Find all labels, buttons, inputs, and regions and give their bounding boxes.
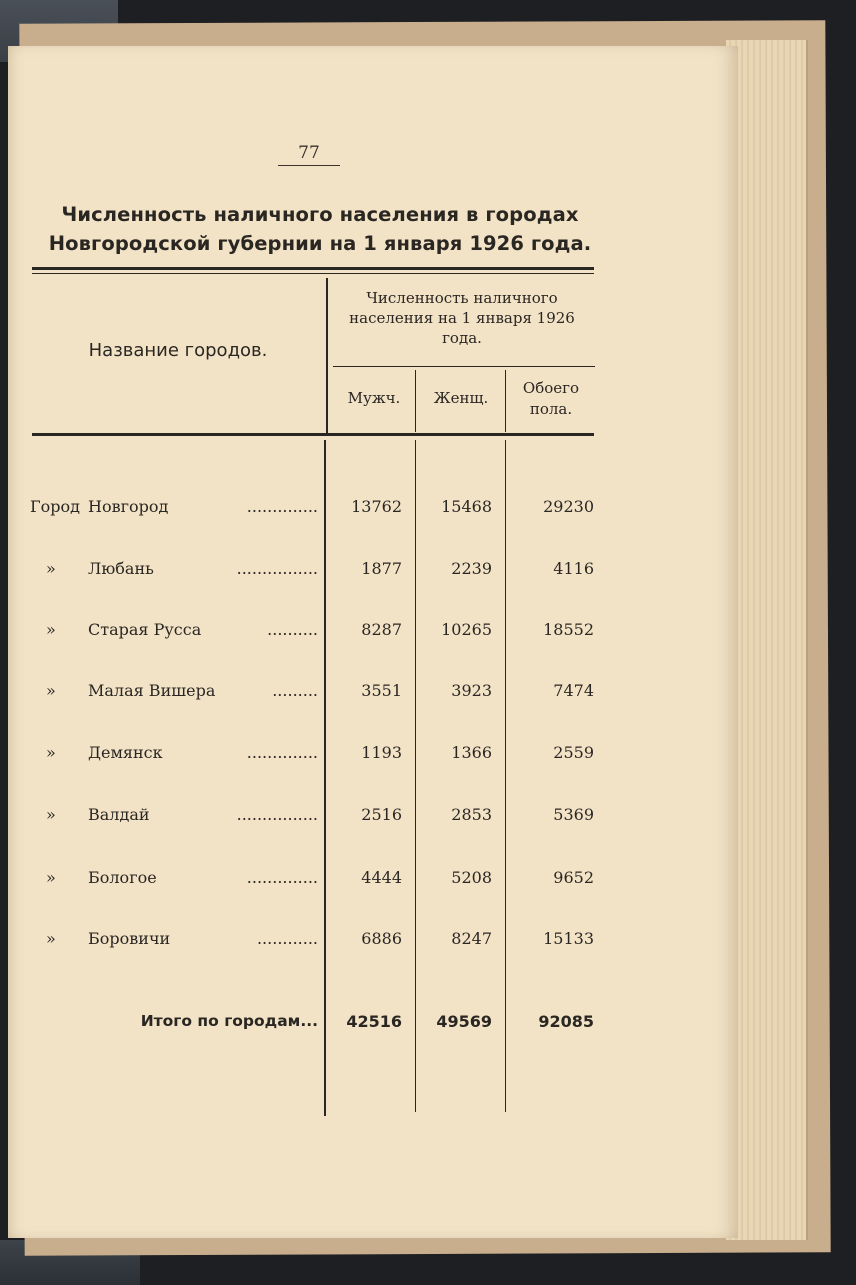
leader-dots: .............. [246,497,318,516]
table-title: Численность наличного населения в городах Новгородской губернии на 1 января 1926 года. [48,203,592,255]
header-population-group: Численность наличного населения на 1 января 1926 года. [349,289,575,347]
row-prefix: Город [30,497,80,516]
female-value: 10265 [441,620,492,639]
table-row [30,805,598,835]
table-row [30,929,598,959]
table-row [30,559,598,589]
male-value: 3551 [361,681,402,700]
header-divider-vertical [326,278,328,436]
header-divider-mf [415,370,416,432]
total-male-value: 42516 [346,1012,402,1031]
header-divider-ft [505,370,506,432]
female-value: 2239 [451,559,492,578]
city-name: Боровичи [88,929,171,948]
leader-dots: .............. [246,868,318,887]
city-name: Старая Русса [88,620,202,639]
leader-dots: ................ [236,805,318,824]
top-rule-thin [32,273,594,274]
table-row [30,743,598,773]
city-name: Малая Вишера [88,681,216,700]
female-value: 3923 [451,681,492,700]
male-value: 8287 [361,620,402,639]
total-row [30,1012,598,1042]
city-name: Бологое [88,868,157,887]
total-female-value: 49569 [436,1012,492,1031]
female-value: 1366 [451,743,492,762]
total-value: 7474 [553,681,594,700]
leader-dots: ................ [236,559,318,578]
male-value: 1877 [361,559,402,578]
row-prefix: » [46,868,56,887]
city-name: Любань [88,559,154,578]
total-value: 4116 [553,559,594,578]
row-prefix: » [46,681,56,700]
row-prefix: » [46,620,56,639]
header-total: Обоего пола. [522,379,580,418]
header-bottom-rule [32,433,594,436]
header-city-name: Название городов. [88,340,268,361]
total-value: 29230 [543,497,594,516]
leader-dots: .............. [246,743,318,762]
leader-dots: ............ [256,929,318,948]
city-name: Валдай [88,805,150,824]
table-row [30,620,598,650]
female-value: 15468 [441,497,492,516]
total-value: 18552 [543,620,594,639]
total-value: 2559 [553,743,594,762]
page-number: 77 [278,143,340,166]
row-prefix: » [46,929,56,948]
female-value: 8247 [451,929,492,948]
city-name: Демянск [88,743,163,762]
male-value: 1193 [361,743,402,762]
table-row [30,497,598,527]
page-edges [726,40,808,1240]
leader-dots: .......... [267,620,318,639]
table-row [30,868,598,898]
total-value: 5369 [553,805,594,824]
total-value: 9652 [553,868,594,887]
leader-dots: ......... [272,681,318,700]
total-value: 15133 [543,929,594,948]
row-prefix: » [46,559,56,578]
total-label: Итого по городам... [140,1012,318,1030]
header-female: Женщ. [433,389,489,407]
female-value: 5208 [451,868,492,887]
row-prefix: » [46,743,56,762]
male-value: 2516 [361,805,402,824]
male-value: 4444 [361,868,402,887]
city-name: Новгород [88,497,169,516]
row-prefix: » [46,805,56,824]
header-male: Мужч. [347,389,401,407]
total-both-value: 92085 [538,1012,594,1031]
table-row [30,681,598,711]
top-rule-thick [32,267,594,270]
header-subrule [333,366,595,367]
male-value: 6886 [361,929,402,948]
male-value: 13762 [351,497,402,516]
female-value: 2853 [451,805,492,824]
